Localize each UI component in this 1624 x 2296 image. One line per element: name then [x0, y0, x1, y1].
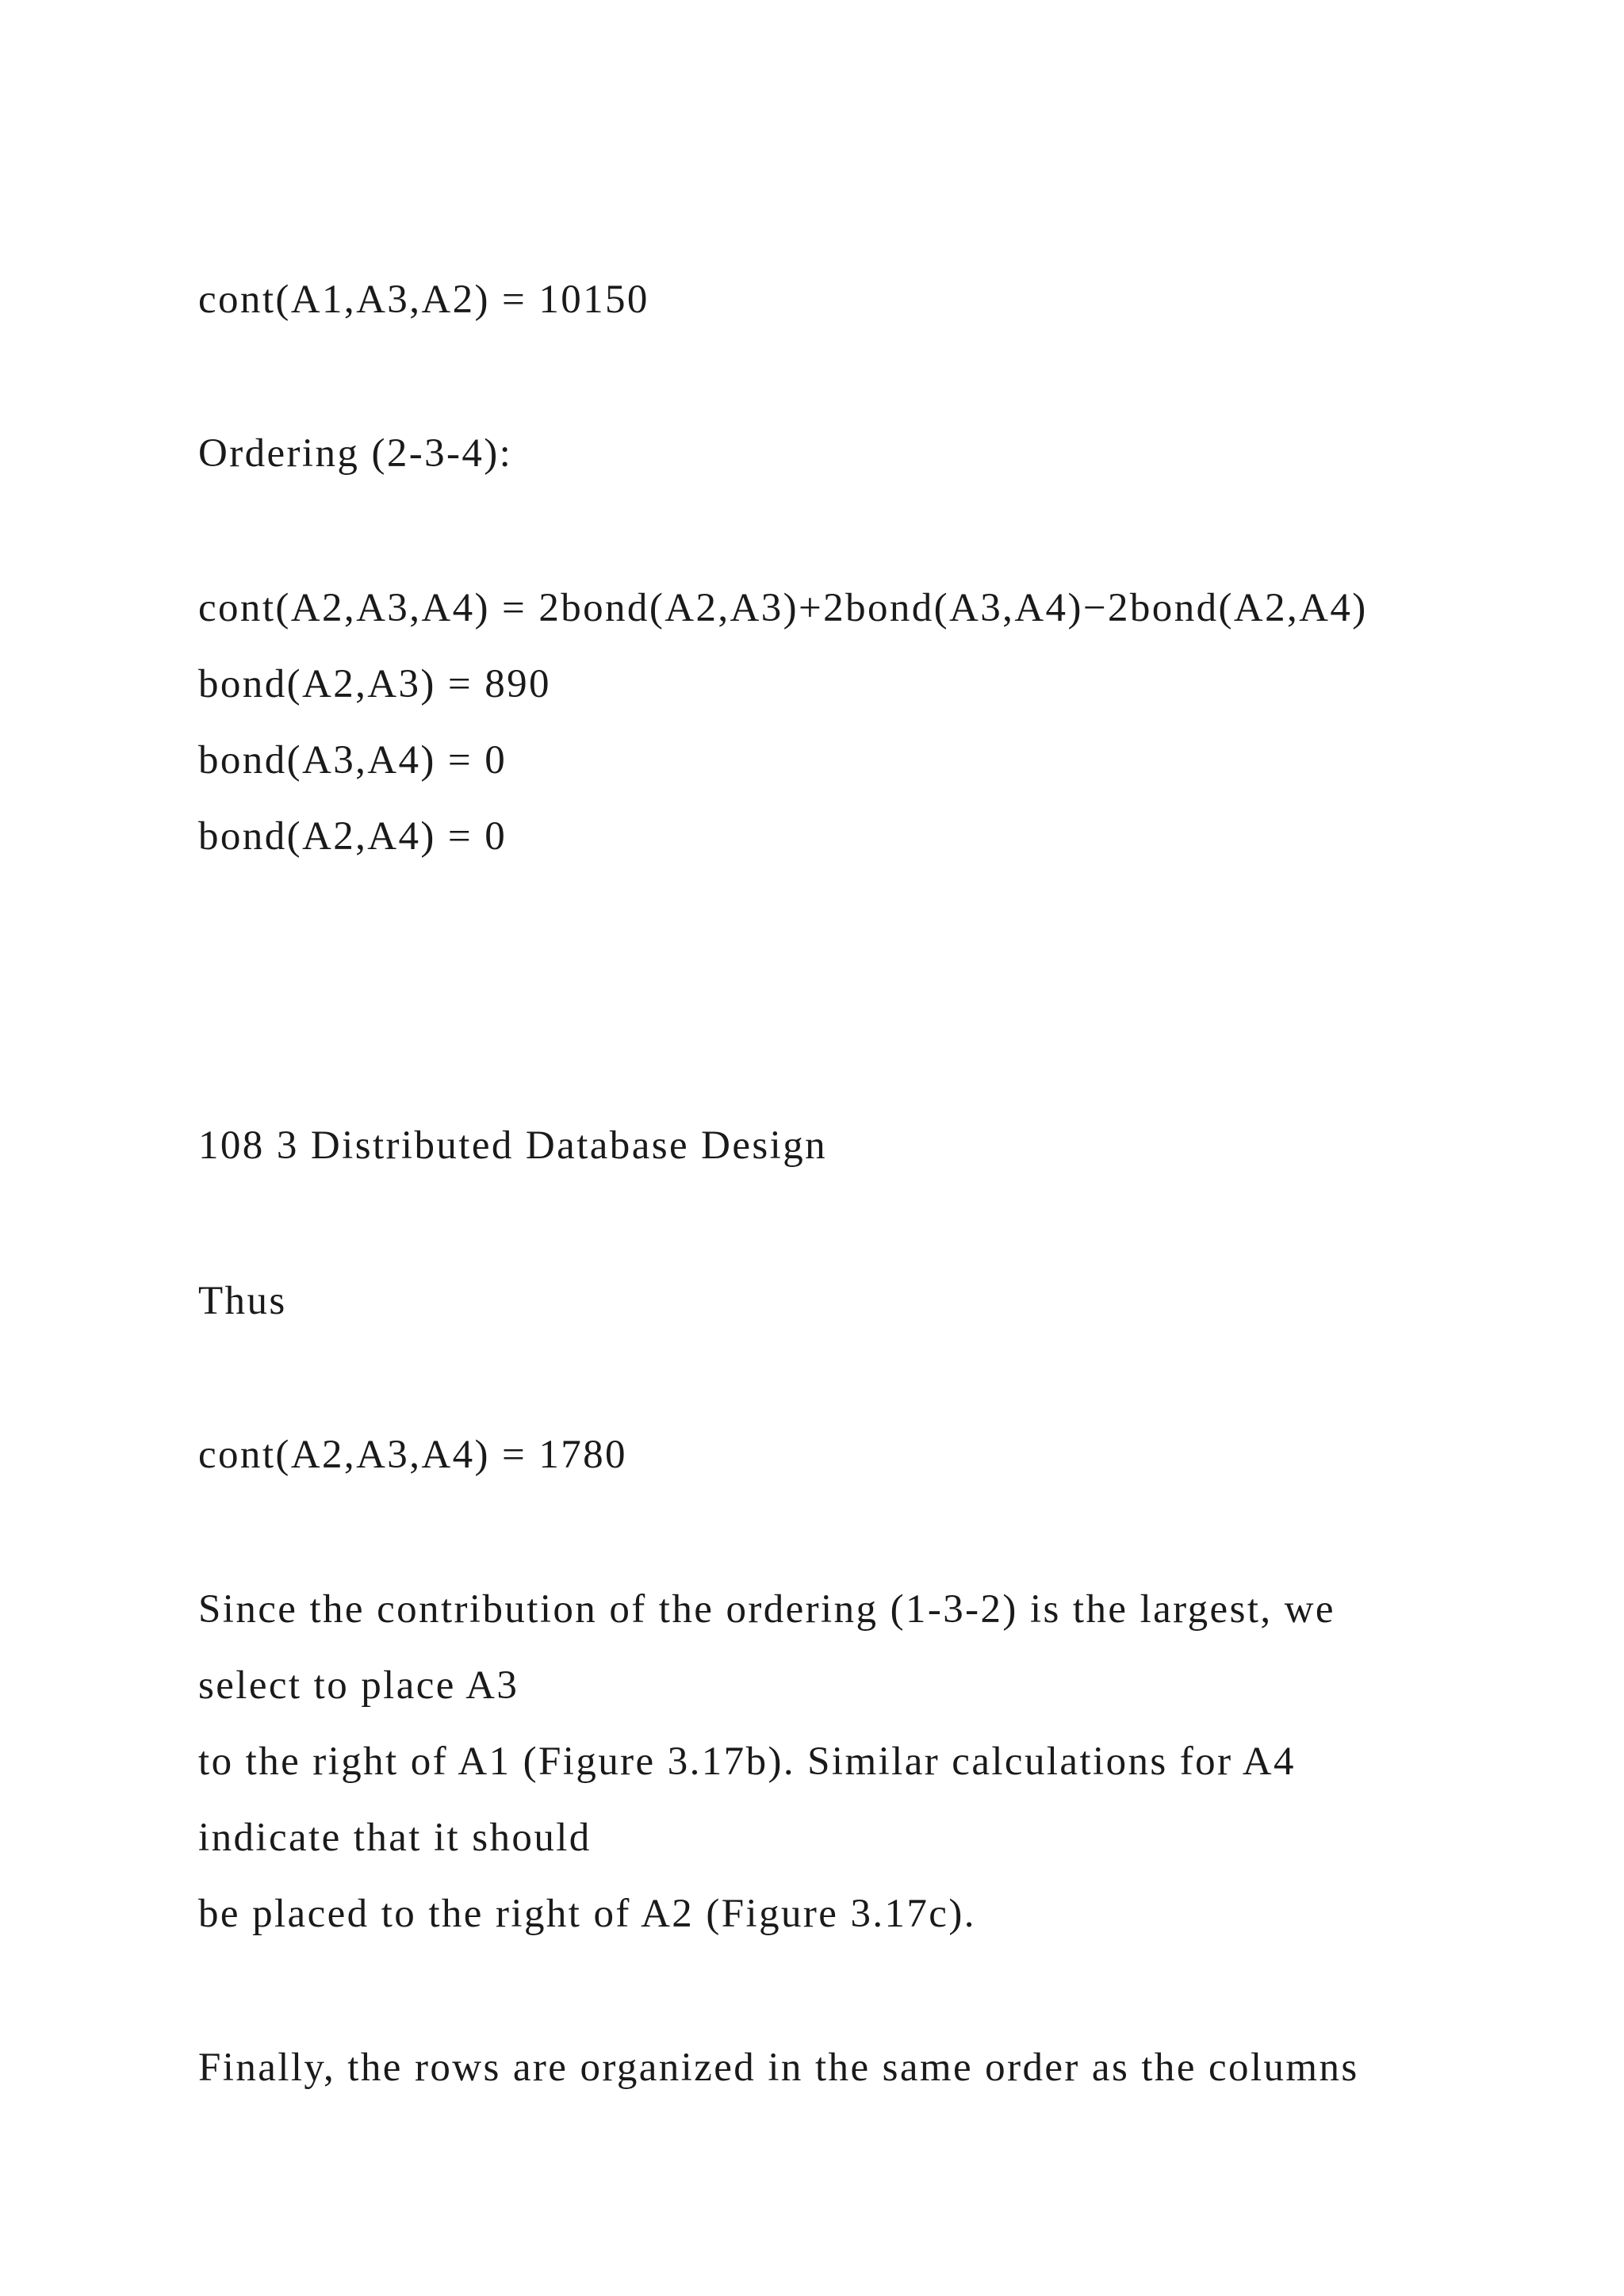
paragraph-line: select to place A3 — [198, 1663, 519, 1708]
equation-bond-a2-a3: bond(A2,A3) = 890 — [198, 662, 551, 706]
equation-bond-a3-a4: bond(A3,A4) = 0 — [198, 738, 508, 783]
ordering-heading: Ordering (2-3-4): — [198, 431, 513, 476]
paragraph-line: indicate that it should — [198, 1816, 592, 1860]
paragraph-line: Since the contribution of the ordering (1-3-2) is the largest, we — [198, 1587, 1335, 1632]
paragraph-final: Finally, the rows are organized in the same order as the columns — [198, 2045, 1359, 2090]
equation-cont-a2-a3-a4-formula: cont(A2,A3,A4) = 2bond(A2,A3)+2bond(A3,A4)−2bond(A2,A4) — [198, 586, 1368, 630]
paragraph-line: to the right of A1 (Figure 3.17b). Similar calculations for A4 — [198, 1739, 1296, 1784]
running-header: 108 3 Distributed Database Design — [198, 1123, 828, 1168]
equation-cont-a1-a3-a2: cont(A1,A3,A2) = 10150 — [198, 277, 649, 322]
equation-cont-a2-a3-a4-result: cont(A2,A3,A4) = 1780 — [198, 1433, 627, 1477]
paragraph-line: be placed to the right of A2 (Figure 3.17c). — [198, 1892, 976, 1936]
paragraph-thus: Thus — [198, 1279, 287, 1323]
equation-bond-a2-a4: bond(A2,A4) = 0 — [198, 814, 508, 859]
